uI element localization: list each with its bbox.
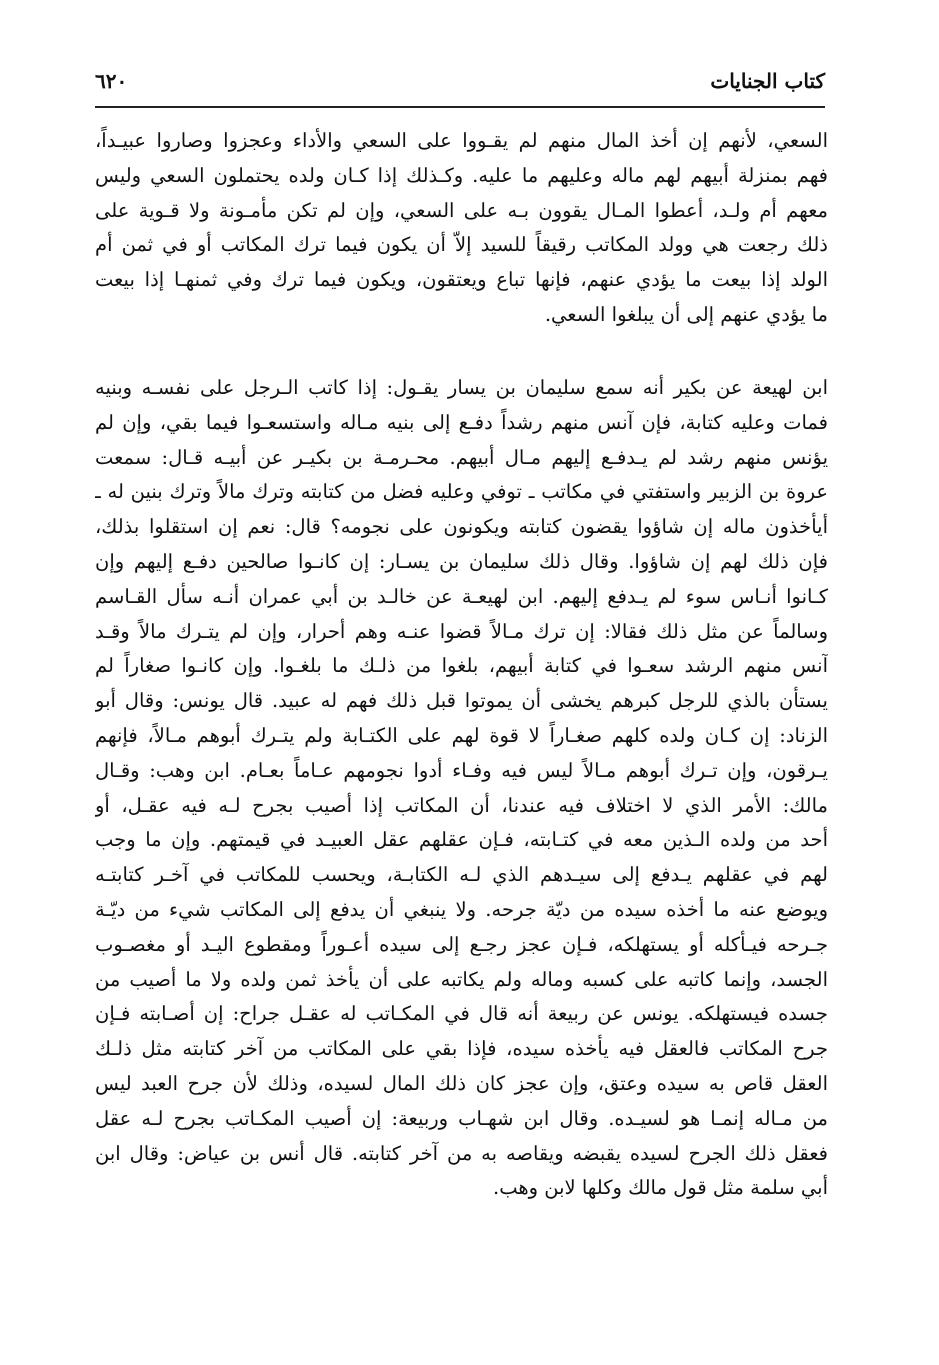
text-line: من مـاله إنمـا هو لسيـده. وقال ابن شهـاب وربيعة: إن أصيب المكـاتب بجرح لـه عقل — [95, 1106, 828, 1130]
text-line: أحد من ولده الـذين معه في كتـابته، فـإن عقلهم عقل العبيـد في قيمتهم. وإن ما وجب — [95, 828, 828, 852]
text-line: فإن ذلك لهم إن شاؤوا. وقال ذلك سليمان بن يسـار: إن كانـوا صالحين دفـع إليهم وإن — [95, 549, 828, 573]
text-line: الزناد: إن كـان ولده كلهم صغـاراً لا قوة لهم على الكتـابة ولم يتـرك أبوهم مـالاً، فإنهم — [95, 723, 828, 747]
text-line: ما يؤدي عنهم إلى أن يبلغوا السعي. — [544, 302, 828, 326]
text-line: فمات وعليه كتابة، فإن آنس منهم رشداً دفـع إلى بنيه مـاله واستسعـوا فيما بقي، وإن لم — [95, 410, 828, 434]
text-line: العقل قاص به سيده وعتق، وإن عجز كان ذلك المال لسيده، وذلك لأن جرح العبد ليس — [95, 1071, 828, 1095]
text-line: الجسد، وإنما كاتبه على كسبه وماله ولم يكاتبه على أن يأخذ ثمن ولده ولا ما أصيب من — [95, 967, 828, 991]
paragraph-1 — [95, 124, 828, 333]
text-line: كـانوا أنـاس سوء لم يـدفع إليهم. ابن لهيعـة عن خالـد بن أبي عمران أنـه سأل القـاسم — [95, 584, 828, 608]
text-line: يؤنس منهم رشد لم يـدفـع إليهم مـال أبيهم. محـرمـة بن بكيـر عن أبيـه قـال: سمعت — [95, 445, 828, 469]
page-number: ٦٢٠ — [95, 69, 128, 93]
page-header — [95, 64, 825, 104]
text-line: ويوضع عنه ما أخذه سيده من ديّة جرحه. ولا ينبغي أن يدفع إلى المكاتب شيء من ديّـة — [95, 897, 828, 921]
chapter-title: كتاب الجنايات — [710, 69, 825, 93]
text-line: السعي، لأنهم إن أخذ المال منهم لم يقـووا على السعي والأداء وعجزوا وصاروا عبيـداً، — [95, 129, 828, 152]
text-line: ذلك رجعت هي وولد المكاتب رقيقاً للسيد إلاّ أن يكون فيما ترك المكاتب أو في ثمن أم — [95, 233, 828, 257]
text-line: أبي سلمة مثل قول مالك وكلها لابن وهب. — [493, 1176, 828, 1200]
text-line: يستأن بالذي للرجل كبرهم يخشى أن يموتوا قبل ذلك فهم له عبيد. قال يونس: وقال أبو — [95, 689, 828, 713]
text-line: عروة بن الزبير واستفتي في مكاتب ـ توفي وعليه فضل من كتابته وترك مالاً وترك بنين له ـ — [95, 480, 828, 504]
header-divider — [95, 106, 825, 108]
text-line: يـرقون، وإن تـرك أبوهم مـالاً ليس فيه وفـاء أدوا نجومهم عـاماً بعـام. ابن وهب: وقـال — [95, 758, 828, 782]
text-line: ابن لهيعة عن بكير أنه سمع سليمان بن يسار يقـول: إذا كاتب الـرجل على نفسـه وبنيه — [95, 376, 828, 399]
text-line: جسده فيستهلكه. يونس عن ربيعة أنه قال في المكـاتب له عقـل جراح: إن أصـابته فـإن — [95, 1002, 828, 1026]
text-line: فعقل ذلك الجرح لسيده يقبضه ويقاصه به من آخر كتابته. قال أنس بن عياض: وقال ابن — [95, 1141, 828, 1165]
paragraph-2 — [95, 371, 828, 1206]
text-line: وسالماً عن مثل ذلك فقالا: إن ترك مـالاً قضوا عنـه وهم أحرار، وإن لم يتـرك مالاً وقـد — [95, 619, 828, 643]
text-line: الولد إذا بيعت ما يؤدي عنهم، فإنها تباع ويعتقون، ويكون فيما ترك وفي ثمنهـا إذا بيعت — [95, 268, 828, 292]
text-line: جـرحه فيـأكله أو يستهلكه، فـإن عجز رجـع إلى سيده أعـوراً ومقطوع اليـد أو مغصـوب — [95, 932, 828, 956]
text-line: آنس منهم الرشد سعـوا في كتابة أبيهم، بلغوا من ذلـك ما بلغـوا. وإن كانـوا صغاراً لم — [95, 654, 828, 678]
text-line: فهم بمنزلة أبيهم لهم ماله وعليهم ما عليه. وكـذلك إذا كـان ولده يحتملون السعي وليس — [95, 163, 828, 187]
text-line: أيأخذون ماله إن شاؤوا يقضون كتابته ويكونون على نجومه؟ قال: نعم إن استقلوا بذلك، — [95, 515, 828, 539]
text-line: لهم في عقلهم يـدفع إلى سيـدهم الذي لـه الكتابـة، ويحسب للمكاتب في آخـر كتابتـه — [95, 863, 828, 887]
text-line: مالك: الأمر الذي لا اختلاف فيه عندنا، أن المكاتب إذا أصيب بجرح لـه فيه عقـل، أو — [95, 793, 828, 817]
text-line: جرح المكاتب فالعقل فيه يأخذه سيده، فإذا بقي على المكاتب من آخر كتابته مثل ذلـك — [95, 1037, 828, 1061]
text-line: معهم أم ولـد، أعطوا المـال يقوون بـه على السعي، وإن لم تكن مأمـونة ولا قـوية على — [95, 198, 828, 222]
